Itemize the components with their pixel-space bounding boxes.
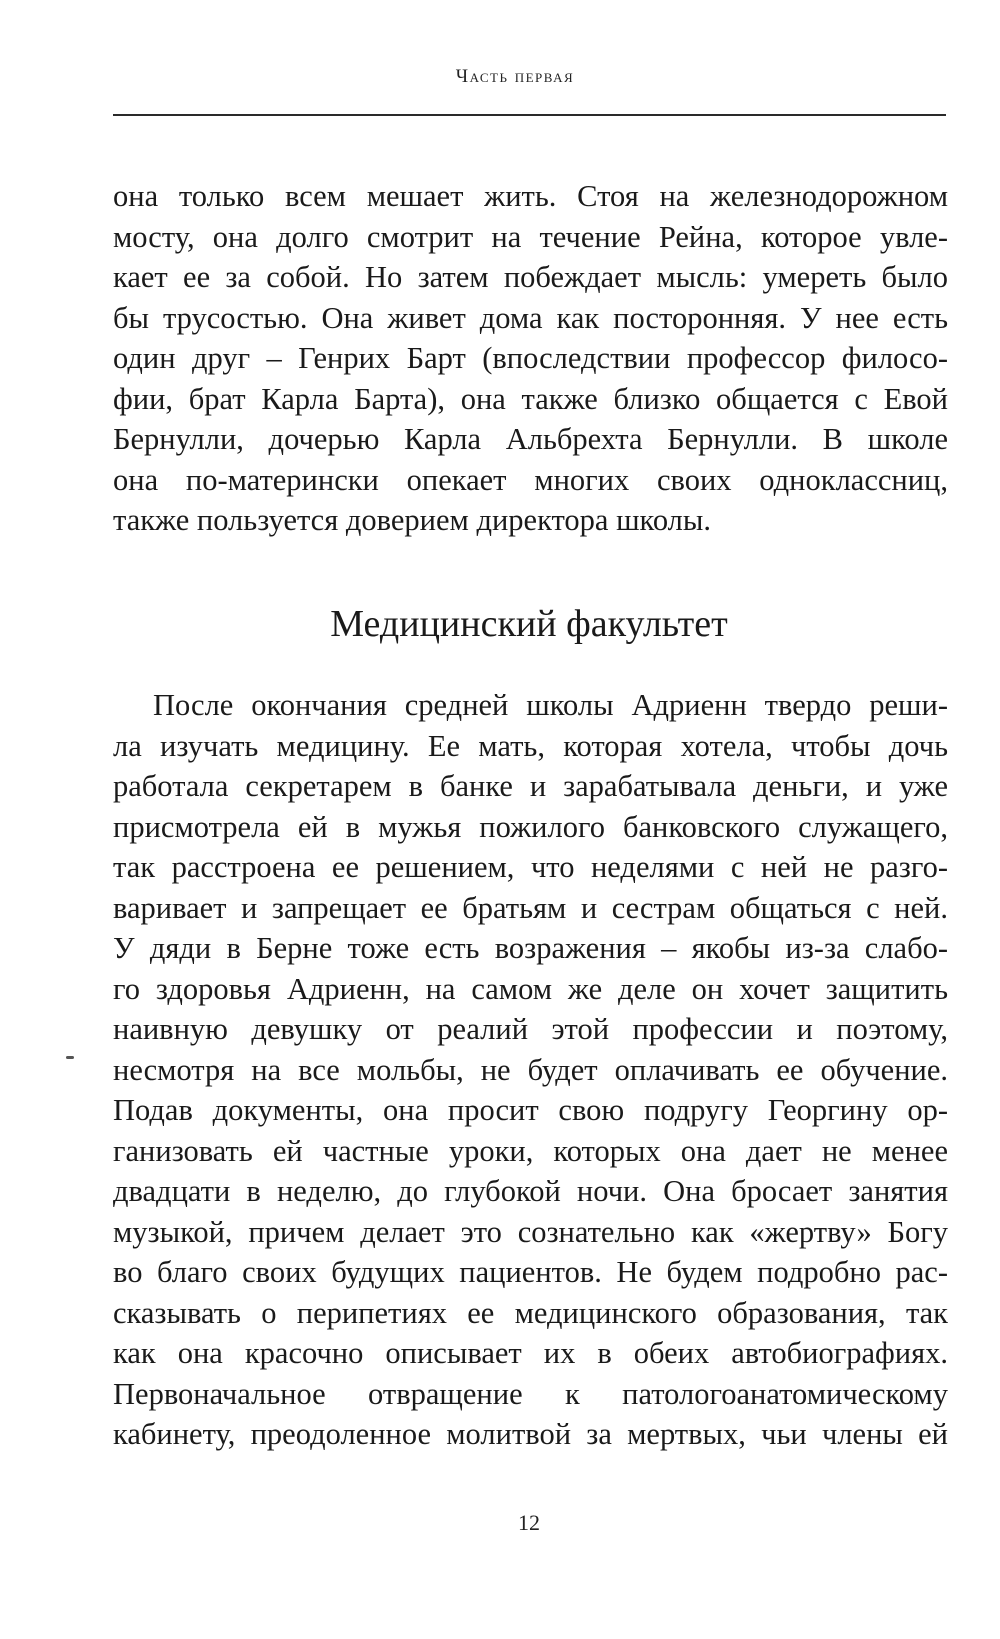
text-line: она только всем мешает жить. Стоя на железнодорожном <box>113 179 948 213</box>
text-line: Подав документы, она просит свою подругу Георгину ор- <box>113 1093 948 1127</box>
text-line: также пользуется доверием директора школы. <box>113 503 712 537</box>
text-line: го здоровья Адриенн, на самом же деле он хочет защитить <box>113 971 948 1006</box>
text-line: кает ее за собой. Но затем побеждает мысль: умереть было <box>113 260 948 294</box>
text-line: ганизовать ей частные уроки, которых она дает не менее <box>113 1133 948 1168</box>
text-line: кабинету, преодоленное молитвой за мертвых, чьи члены ей <box>113 1417 948 1451</box>
text-line: мосту, она долго смотрит на течение Рейна, которое увле- <box>113 219 948 254</box>
page-number: 12 <box>518 1510 540 1535</box>
running-head <box>0 66 1000 88</box>
text-line: работала секретарем в банке и зарабатывала деньги, и уже <box>113 769 948 803</box>
text-line: так расстроена ее решением, что неделями с ней не разго- <box>113 850 948 884</box>
text-line: ла изучать медицину. Ее мать, которая хотела, чтобы дочь <box>113 728 948 763</box>
scan-speck <box>66 1056 74 1059</box>
paragraph-2 <box>113 685 948 1455</box>
text-line: Бернулли, дочерью Карла Альбрехта Бернулли. В школе <box>113 422 948 456</box>
text-line: как она красочно описывает их в обеих автобиографиях. <box>113 1336 948 1370</box>
section-heading: Медицинский факультет <box>330 603 728 645</box>
text-line: Первоначальное отвращение к патологоанатомическому <box>113 1376 948 1411</box>
text-line: несмотря на все мольбы, не будет оплачивать ее обучение. <box>113 1052 948 1087</box>
header-rule <box>113 114 946 116</box>
text-line: У дяди в Берне тоже есть возражения – якобы из-за слабо- <box>113 931 948 965</box>
text-line: она по-матерински опекает многих своих одноклассниц, <box>113 462 948 497</box>
text-line: фии, брат Карла Барта), она также близко общается с Евой <box>113 381 948 416</box>
text-line: варивает и запрещает ее братьям и сестрам общаться с ней. <box>113 890 948 925</box>
text-line: двадцати в неделю, до глубокой ночи. Она бросает занятия <box>113 1174 948 1208</box>
text-line: После окончания средней школы Адриенн твердо реши- <box>153 688 948 722</box>
text-line: сказывать о перипетиях ее медицинского образования, так <box>113 1295 948 1330</box>
paragraph-1 <box>113 176 948 541</box>
text-line: музыкой, причем делает это сознательно как «жертву» Богу <box>113 1214 948 1249</box>
text-line: наивную девушку от реалий этой профессии и поэтому, <box>113 1012 948 1046</box>
running-head-text: Часть первая <box>455 66 575 87</box>
text-line: бы трусостью. Она живет дома как посторонняя. У нее есть <box>113 300 948 335</box>
text-line: присмотрела ей в мужья пожилого банковского служащего, <box>113 809 948 844</box>
text-line: один друг – Генрих Барт (впоследствии профессор филосо- <box>113 341 948 375</box>
text-line: во благо своих будущих пациентов. Не будем подробно рас- <box>113 1255 948 1289</box>
